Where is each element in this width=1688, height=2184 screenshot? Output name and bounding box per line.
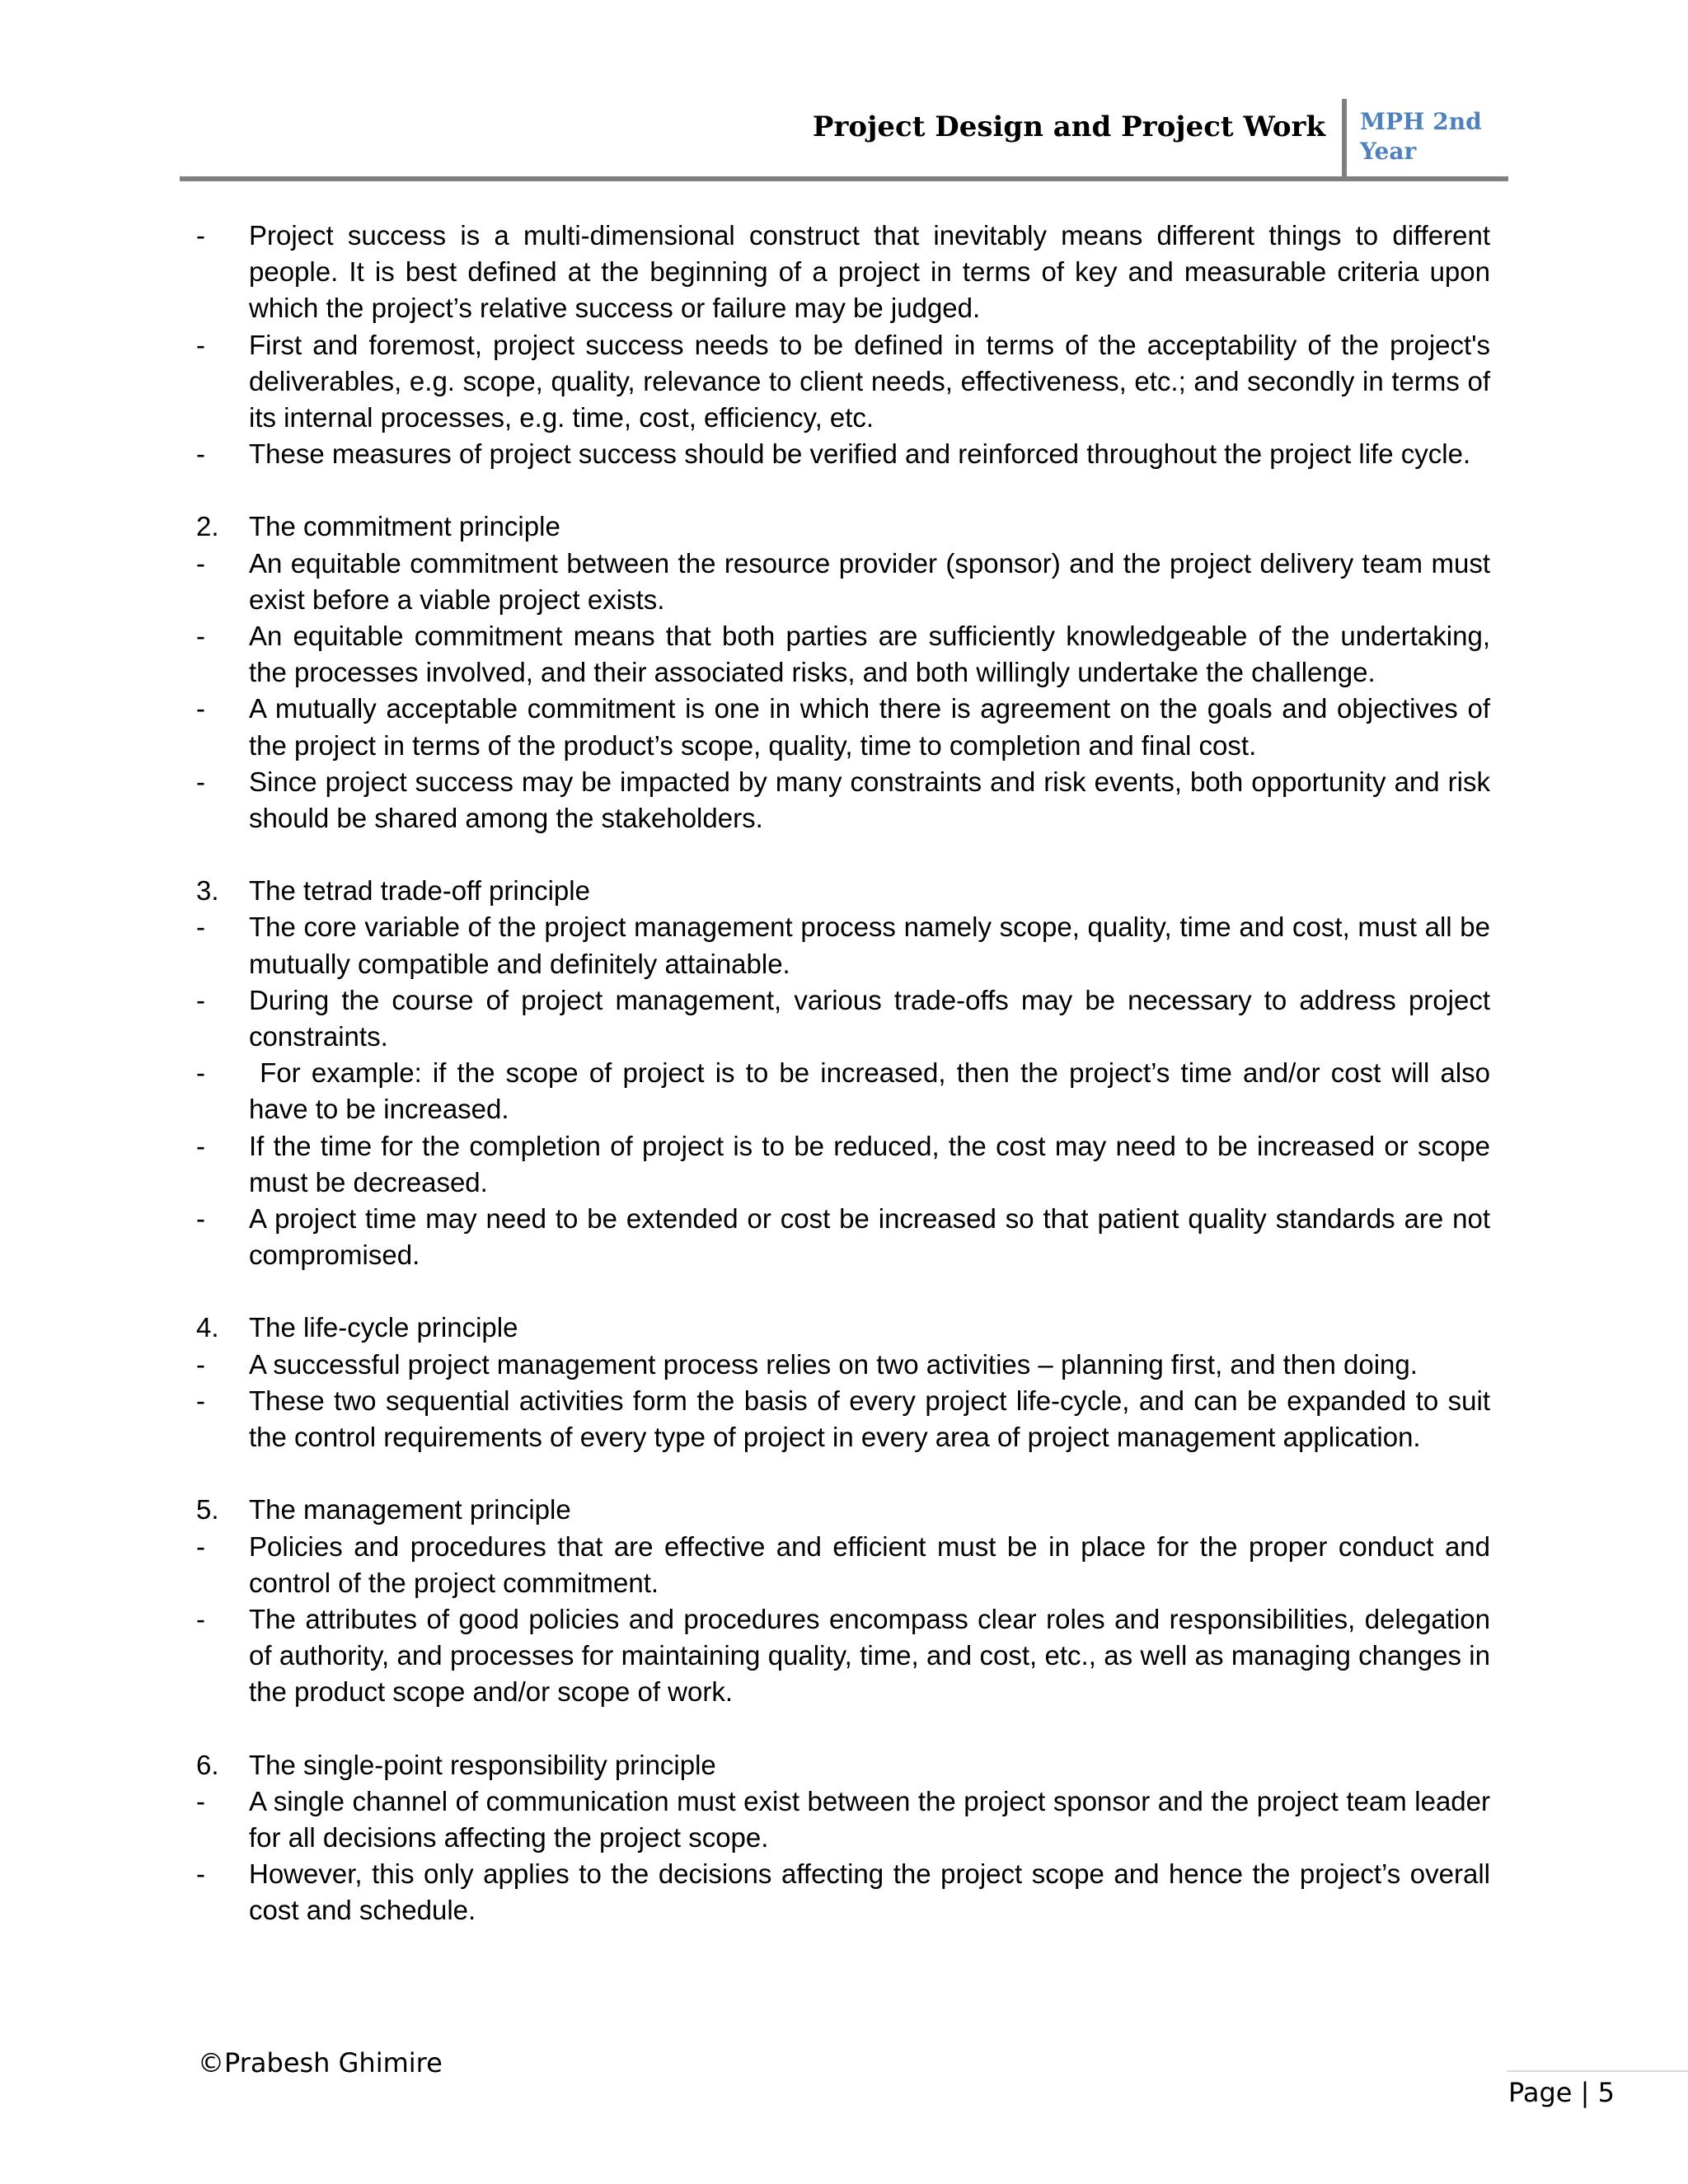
list-item — [196, 1856, 1490, 1929]
bullet-text: Policies and procedures that are effective and efficient must be in place for the proper conduct and control of the project commitment. — [249, 1530, 1490, 1598]
list-item — [196, 546, 1490, 618]
page-number: Page | 5 — [1508, 2077, 1615, 2108]
bullet-text: Since project success may be impacted by many constraints and risk events, both opportunity and risk should be shared among the stakeholders. — [249, 766, 1490, 834]
section-heading — [196, 509, 1490, 545]
bullet-text: These measures of project success should be verified and reinforced throughout the project life cycle. — [249, 438, 1471, 470]
bullet-marker: - — [196, 984, 205, 1015]
document-body — [196, 218, 1498, 1929]
bullet-marker: - — [196, 1130, 205, 1161]
bullet-text: The attributes of good policies and procedures encompass clear roles and responsibilities, delegation of authority, and processes for maintaining quality, time, and cost, etc., as well as managing changes in the product scope and/or scope of work. — [249, 1603, 1490, 1708]
section-heading — [196, 1492, 1490, 1528]
bullet-marker: - — [196, 1858, 205, 1890]
bullet-marker: - — [196, 1785, 205, 1816]
list-item — [196, 1529, 1490, 1601]
bullet-text: An equitable commitment between the resource provider (sponsor) and the project delivery team must exist before a viable project exists. — [249, 547, 1490, 615]
section-heading — [196, 1747, 1490, 1783]
list-item — [196, 1783, 1490, 1856]
bullet-marker: - — [196, 220, 205, 251]
bullet-text: A mutually acceptable commitment is one in which there is agreement on the goals and objectives of the project in terms of the product’s scope, quality, time to completion and final cost. — [249, 693, 1490, 761]
bullet-marker: - — [196, 438, 205, 470]
header-title: Project Design and Project Work — [812, 110, 1325, 143]
list-item — [196, 1201, 1490, 1273]
bullet-marker: - — [196, 1057, 205, 1089]
section-title: The management principle — [249, 1494, 571, 1526]
section-number: 6. — [196, 1749, 219, 1780]
bullet-text: During the course of project management, various trade-offs may be necessary to address project constraints. — [249, 984, 1490, 1052]
list-item — [196, 691, 1490, 763]
bullet-marker: - — [196, 766, 205, 797]
header-tag: MPH 2nd Year — [1360, 108, 1482, 165]
bullet-text: The core variable of the project management process namely scope, quality, time and cost, must all be mutually compatible and definitely attainable. — [249, 912, 1490, 979]
bullet-text: A single channel of communication must exist between the project sponsor and the project team leader for all decisions affecting the project scope. — [249, 1785, 1490, 1853]
section-title: The life-cycle principle — [249, 1312, 518, 1343]
section-title: The commitment principle — [249, 511, 560, 542]
list-item — [196, 436, 1490, 472]
list-item — [196, 618, 1490, 691]
section-heading — [196, 873, 1490, 909]
bullet-marker: - — [196, 1530, 205, 1562]
bullet-marker: - — [196, 693, 205, 724]
section-title: The single-point responsibility principle — [249, 1749, 716, 1780]
list-item — [196, 218, 1490, 327]
bullet-text: Project success is a multi-dimensional construct that inevitably means different things to different people. It is best defined at the beginning of a project in terms of key and measurable criteria upon which the project’s relative success or failure may be judged. — [249, 220, 1490, 324]
bullet-text: These two sequential activities form the basis of every project life-cycle, and can be expanded to suit the control requirements of every type of project in every area of project management application. — [249, 1385, 1490, 1453]
section-heading — [196, 1310, 1490, 1346]
footer-copyright: ©Prabesh Ghimire — [198, 2047, 443, 2079]
list-item — [196, 1601, 1490, 1711]
list-item — [196, 1383, 1490, 1455]
list-item — [196, 1347, 1490, 1383]
list-item — [196, 909, 1490, 982]
section-number: 3. — [196, 875, 219, 907]
section-title: The tetrad trade-off principle — [249, 875, 590, 907]
section-number: 2. — [196, 511, 219, 542]
list-item — [196, 982, 1490, 1055]
bullet-text: A successful project management process relies on two activities – planning first, and then doing. — [249, 1348, 1418, 1380]
bullet-text: If the time for the completion of project is to be reduced, the cost may need to be increased or scope must be decreased. — [249, 1130, 1490, 1197]
bullet-marker: - — [196, 329, 205, 360]
header-rule — [180, 176, 1508, 181]
section-number: 5. — [196, 1494, 219, 1526]
page-header — [180, 97, 1508, 180]
bullet-text: First and foremost, project success needs to be defined in terms of the acceptability of the project's deliverables, e.g. scope, quality, relevance to client needs, effectiveness, etc.; and secondly in terms of its internal processes, e.g. time, cost, efficiency, etc. — [249, 329, 1490, 434]
list-item — [196, 327, 1490, 437]
list-item — [196, 1128, 1490, 1201]
list-item — [196, 764, 1490, 837]
bullet-text: A project time may need to be extended or cost be increased so that patient quality standards are not compromised. — [249, 1203, 1490, 1271]
bullet-marker: - — [196, 1348, 205, 1380]
bullet-marker: - — [196, 1603, 205, 1634]
section-number: 4. — [196, 1312, 219, 1343]
bullet-text: An equitable commitment means that both parties are sufficiently knowledgeable of the undertaking, the processes involved, and their associated risks, and both willingly undertake the challenge. — [249, 621, 1490, 688]
header-divider — [1342, 99, 1347, 180]
bullet-marker: - — [196, 912, 205, 943]
list-item — [196, 1055, 1498, 1127]
bullet-text: For example: if the scope of project is to be increased, then the project’s time and/or cost will also have to be increased. — [249, 1057, 1498, 1125]
bullet-marker: - — [196, 547, 205, 579]
footer-rule — [1507, 2070, 1688, 2072]
bullet-marker: - — [196, 1203, 205, 1235]
bullet-marker: - — [196, 1385, 205, 1416]
bullet-text: However, this only applies to the decisions affecting the project scope and hence the project’s overall cost and schedule. — [249, 1858, 1490, 1926]
bullet-marker: - — [196, 621, 205, 652]
